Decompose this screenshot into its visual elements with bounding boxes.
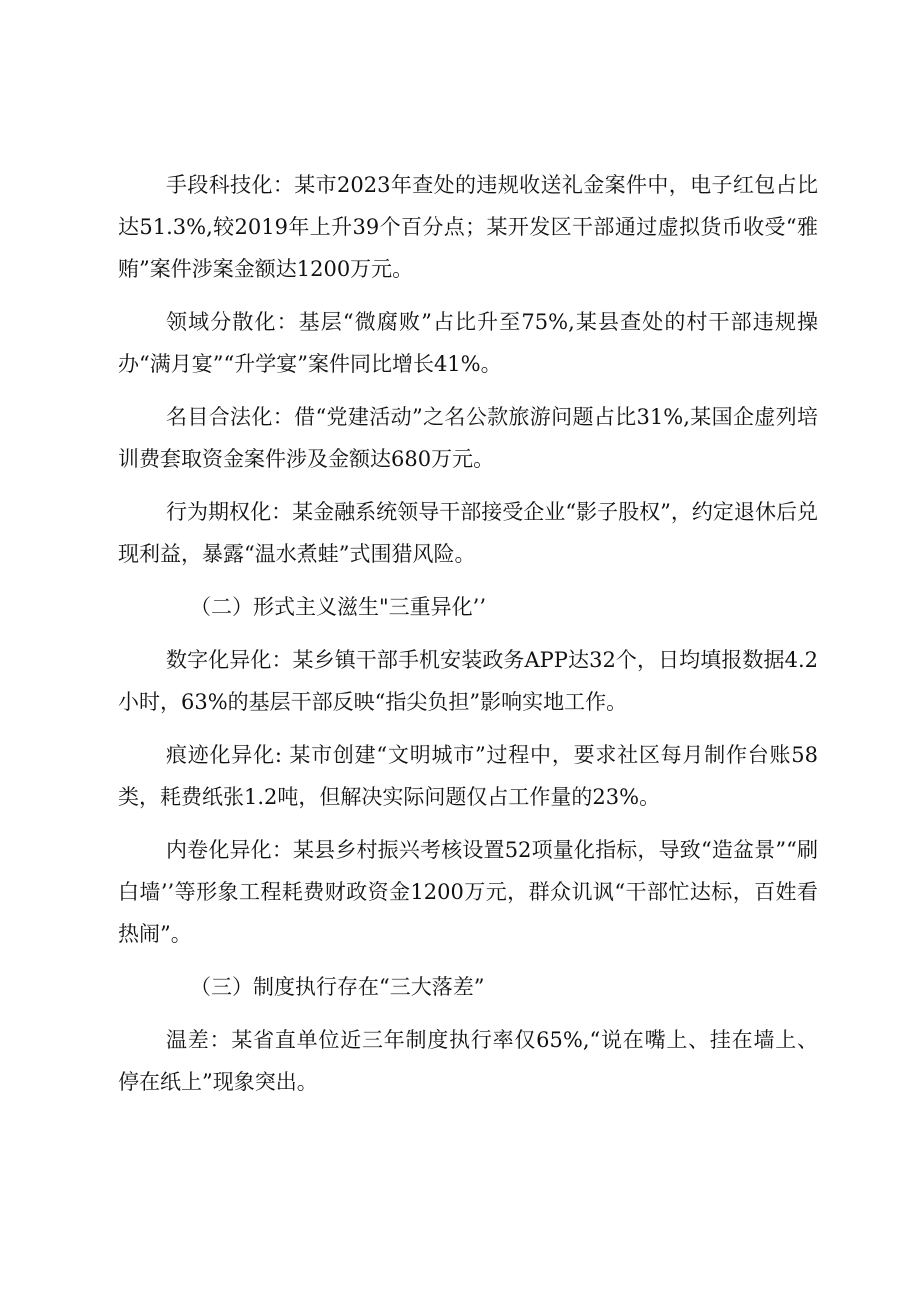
paragraph-means-technology: 手段科技化：某市2023年查处的违规收送礼金案件中，电子红包占比达51.3%,较2019年上升39个百分点；某开发区干部通过虚拟货币收受“雅贿”案件涉案金额达1200万元。 [118,173,818,281]
paragraph-behavior-option: 行为期权化：某金融系统领导干部接受企业“影子股权”，约定退休后兑现利益，暴露“温水煮蛙”式围猎风险。 [118,500,818,566]
paragraph-involution-alienation: 内卷化异化：某县乡村振兴考核设置52项量化指标，导致“造盆景”“刷白墙’’等形象工程耗费财政资金1200万元，群众讥讽“干部忙达标，百姓看热闹”。 [118,838,818,946]
paragraph-name-legalization: 名目合法化：借“党建活动”之名公款旅游问题占比31%,某国企虚列培训费套取资金案件涉及金额达680万元。 [118,405,818,471]
paragraph-digital-alienation: 数字化异化：某乡镇干部手机安装政务APP达32个，日均填报数据4.2小时，63%的基层干部反映“指尖负担”影响实地工作。 [118,648,818,714]
paragraph-temperature-gap: 温差：某省直单位近三年制度执行率仅65%,“说在嘴上、挂在墙上、停在纸上”现象突出。 [118,1028,818,1094]
section-heading-formalism: （二）形式主义滋生"三重异化’’ [190,595,487,619]
paragraph-field-dispersion: 领域分散化：基层“微腐败”占比升至75%,某县查处的村干部违规操办“满月宴”“升学宴”案件同比增长41%。 [118,310,818,376]
section-heading-system-execution: （三）制度执行存在“三大落差” [190,975,485,999]
paragraph-trace-alienation: 痕迹化异化: 某市创建“文明城市”过程中，要求社区每月制作台账58类，耗费纸张1.2吨，但解决实际问题仅占工作量的23%。 [118,743,818,809]
document-body [118,164,818,1114]
